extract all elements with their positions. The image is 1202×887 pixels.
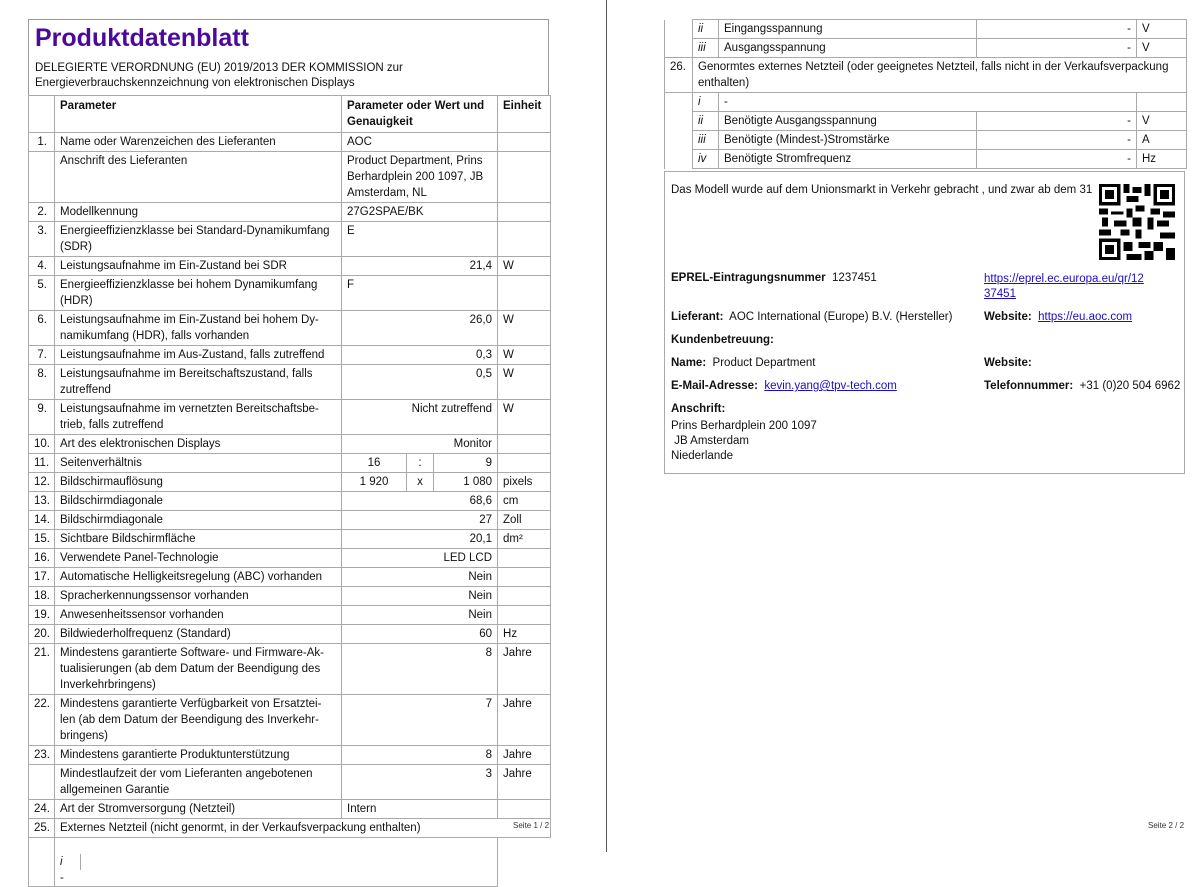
table-row [29, 133, 551, 152]
table-header-row [29, 96, 551, 133]
row-unit [498, 276, 551, 311]
row-number: 18. [29, 587, 55, 606]
row-number: 25. [29, 819, 55, 838]
row-unit: Jahre [498, 746, 551, 765]
row-unit: W [498, 400, 551, 435]
name-label: Name: [671, 357, 707, 369]
row-value: 0,5 [342, 365, 498, 400]
row-parameter: Spracherkennungssensor vorhanden [55, 587, 342, 606]
table-row [29, 365, 551, 400]
row-unit [498, 222, 551, 257]
sub-roman: iii [693, 39, 719, 58]
row-value: Nein [342, 568, 498, 587]
row-parameter: Leistungsaufnahme im Aus-Zustand, falls zutreffend [55, 346, 342, 365]
table-row [29, 587, 551, 606]
row-number: 1. [29, 133, 55, 152]
regulation-subtitle: DELEGIERTE VERORDNUNG (EU) 2019/2013 DER KOMMISSION zur Energieverbrauchskennzeichnung von elektronischen Displays [35, 62, 403, 89]
row-value: E [342, 222, 498, 257]
row-number: 15. [29, 530, 55, 549]
support-name: Product Department [712, 357, 816, 369]
row-unit [498, 454, 551, 473]
table-row [29, 606, 551, 625]
sub-label: Benötigte (Mindest-)Stromstärke [719, 131, 977, 150]
row-value: LED LCD [342, 549, 498, 568]
row-unit [498, 587, 551, 606]
sub-label: Ausgangsspannung [719, 39, 977, 58]
table-row [665, 39, 1187, 58]
sub-value: - [60, 872, 64, 884]
sub-unit: V [1137, 112, 1187, 131]
row-unit: dm² [498, 530, 551, 549]
sub-roman: ii [693, 20, 719, 39]
row-parameter: Name oder Warenzeichen des Lieferanten [55, 133, 342, 152]
row-number: 20. [29, 625, 55, 644]
row-parameter: Bildschirmdiagonale [55, 492, 342, 511]
row-number: 12. [29, 473, 55, 492]
row-value: 27 [342, 511, 498, 530]
website-link[interactable]: https://eu.aoc.com [1038, 311, 1133, 323]
row-parameter: Bildwiederholfrequenz (Standard) [55, 625, 342, 644]
row-number: 23. [29, 746, 55, 765]
row-unit [498, 152, 551, 203]
table-row [29, 511, 551, 530]
supplier-name: AOC International (Europe) B.V. (Hersteller) [729, 311, 953, 323]
table-row [29, 222, 551, 257]
page-footer-1: Seite 1 / 2 [513, 821, 550, 830]
table-row [665, 20, 1187, 39]
row-value: Nein [342, 587, 498, 606]
row-number: 8. [29, 365, 55, 400]
sub-value: - [977, 150, 1137, 169]
row-value: Intern [342, 800, 498, 819]
table-row [29, 346, 551, 365]
address-text: Prins Berhardplein 200 1097 JB Amsterdam Niederlande [671, 420, 817, 462]
row-value: 8 [342, 746, 498, 765]
page-1 [28, 19, 549, 887]
table-row [29, 276, 551, 311]
row-parameter: Automatische Helligkeitsregelung (ABC) vorhanden [55, 568, 342, 587]
product-data-table [28, 95, 551, 887]
row-parameter: Leistungsaufnahme im Ein-Zustand bei SDR [55, 257, 342, 276]
email-link[interactable]: kevin.yang@tpv-tech.com [764, 380, 897, 392]
table-row [29, 625, 551, 644]
page-divider [606, 0, 607, 852]
row-parameter: Mindestens garantierte Produktunterstützung [55, 746, 342, 765]
eprel-label: EPREL-Eintragungsnummer [671, 272, 826, 284]
row-number: 16. [29, 549, 55, 568]
header-num [29, 96, 55, 133]
sub-value: - [977, 39, 1137, 58]
row-parameter: Anwesenheitssensor vorhanden [55, 606, 342, 625]
row-unit [498, 133, 551, 152]
sub-unit: Hz [1137, 150, 1187, 169]
table-row [29, 765, 551, 800]
row-number: 7. [29, 346, 55, 365]
row-parameter: Leistungsaufnahme im Bereitschaftszustand, falls zutreffend [55, 365, 342, 400]
row-parameter: Energieeffizienzklasse bei hohem Dynamikumfang (HDR) [55, 276, 342, 311]
row-number: 3. [29, 222, 55, 257]
header-parameter: Parameter [55, 96, 342, 133]
row-parameter: Art der Stromversorgung (Netzteil) [55, 800, 342, 819]
row-unit: W [498, 257, 551, 276]
sub-roman: ii [693, 112, 719, 131]
row-number: 13. [29, 492, 55, 511]
row-parameter: Mindestlaufzeit der vom Lieferanten angebotenen allgemeinen Garantie [55, 765, 342, 800]
table-row [665, 150, 1187, 169]
row-parameter: Sichtbare Bildschirmfläche [55, 530, 342, 549]
row-parameter: Seitenverhältnis [55, 454, 342, 473]
empty-cell [498, 838, 551, 887]
table-row [29, 257, 551, 276]
row-unit: W [498, 346, 551, 365]
sub-value: - [977, 131, 1137, 150]
row-number: 22. [29, 695, 55, 746]
row-parameter: Bildschirmauflösung [55, 473, 342, 492]
table-row [29, 311, 551, 346]
row-parameter: Mindestens garantierte Software- und Firmware-Ak- tualisierungen (ab dem Datum der Beendigung des Inverkehrbringens) [55, 644, 342, 695]
row-unit: pixels [498, 473, 551, 492]
row-number: 11. [29, 454, 55, 473]
row-parameter: Anschrift des Lieferanten [55, 152, 342, 203]
phone-number: +31 (0)20 504 6962 [1079, 380, 1181, 392]
row-value: 8 [342, 644, 498, 695]
table-row-25-i [29, 838, 551, 887]
row-number: 14. [29, 511, 55, 530]
row-parameter: Bildschirmdiagonale [55, 511, 342, 530]
row-value: Monitor [342, 435, 498, 454]
support-website-label: Website: [984, 357, 1032, 369]
row-unit: cm [498, 492, 551, 511]
sub-label: Benötigte Ausgangsspannung [719, 112, 977, 131]
row-number: 19. [29, 606, 55, 625]
row-number: 9. [29, 400, 55, 435]
row-parameter: Externes Netzteil (nicht genormt, in der Verkaufsverpackung enthalten) [55, 819, 551, 838]
sub-unit: V [1137, 20, 1187, 39]
power-supply-table [664, 19, 1187, 169]
table-row [29, 800, 551, 819]
row-parameter: Verwendete Panel-Technologie [55, 549, 342, 568]
page-footer-2: Seite 2 / 2 [1148, 821, 1185, 830]
empty-cell [665, 93, 693, 112]
row-value-part: 9 [434, 454, 498, 473]
title-block [28, 19, 549, 95]
row-number: 21. [29, 644, 55, 695]
table-row [29, 400, 551, 435]
row-number: 26. [665, 58, 693, 93]
empty-cell [665, 150, 693, 169]
row-unit [498, 549, 551, 568]
row-unit: Jahre [498, 695, 551, 746]
support-label: Kundenbetreuung: [671, 334, 774, 346]
row-value-part: 1 080 [434, 473, 498, 492]
table-row [665, 131, 1187, 150]
row-unit [498, 568, 551, 587]
row-parameter: Leistungsaufnahme im vernetzten Bereitschaftsbe- trieb, falls zutreffend [55, 400, 342, 435]
row-value: 21,4 [342, 257, 498, 276]
row-unit: Jahre [498, 644, 551, 695]
row-number [29, 765, 55, 800]
row-value: Product Department, Prins Berhardplein 200 1097, JB Amsterdam, NL [342, 152, 498, 203]
row-value-part: 16 [342, 454, 407, 473]
row-value: 27G2SPAE/BK [342, 203, 498, 222]
row-number: 4. [29, 257, 55, 276]
table-row [29, 644, 551, 695]
table-row-26 [665, 58, 1187, 93]
sub-roman: i [693, 93, 719, 112]
sub-value: - [977, 112, 1137, 131]
sub-roman: iii [693, 131, 719, 150]
sub-roman: i [55, 854, 81, 870]
supplier-label: Lieferant: [671, 311, 724, 323]
page-2 [664, 19, 1185, 169]
table-row-25 [29, 819, 551, 838]
sub-label: - [719, 93, 1137, 112]
row-value: 60 [342, 625, 498, 644]
row-parameter: Modellkennung [55, 203, 342, 222]
row-value: F [342, 276, 498, 311]
table-row [29, 473, 551, 492]
sub-roman: iv [693, 150, 719, 169]
table-row [29, 152, 551, 203]
row-unit [498, 606, 551, 625]
phone-label: Telefonnummer: [984, 380, 1074, 392]
sub-unit [1137, 93, 1187, 112]
table-row [665, 93, 1187, 112]
row-value: 20,1 [342, 530, 498, 549]
row-value-separator: : [407, 454, 434, 473]
row-value: 3 [342, 765, 498, 800]
row-unit [498, 435, 551, 454]
qr-code-icon [1099, 184, 1175, 260]
row-value: AOC [342, 133, 498, 152]
empty-cell [665, 20, 693, 39]
table-row [29, 454, 551, 473]
row-unit: Hz [498, 625, 551, 644]
row-number: 2. [29, 203, 55, 222]
table-row [29, 549, 551, 568]
row-value: 68,6 [342, 492, 498, 511]
empty-cell [665, 39, 693, 58]
empty-cell [665, 112, 693, 131]
row-value-separator: x [407, 473, 434, 492]
row-value: 7 [342, 695, 498, 746]
eprel-link[interactable]: https://eprel.ec.europa.eu/qr/12 37451 [984, 273, 1144, 300]
table-row [29, 203, 551, 222]
row-parameter: Leistungsaufnahme im Ein-Zustand bei hohem Dy- namikumfang (HDR), falls vorhanden [55, 311, 342, 346]
row-value: Nein [342, 606, 498, 625]
header-value: Parameter oder Wert und Genauigkeit [342, 96, 498, 133]
row-unit [498, 203, 551, 222]
eprel-number: 1237451 [832, 272, 877, 284]
row-parameter: Mindestens garantierte Verfügbarkeit von Ersatztei- len (ab dem Datum der Beendigung des Inverkehr- bringens) [55, 695, 342, 746]
row-parameter: Energieeffizienzklasse bei Standard-Dynamikumfang (SDR) [55, 222, 342, 257]
empty-cell [665, 131, 693, 150]
table-row [29, 435, 551, 454]
table-row [665, 112, 1187, 131]
row-unit [498, 800, 551, 819]
row-value-part: 1 920 [342, 473, 407, 492]
supplier-info-box [664, 171, 1185, 474]
sub-label: Eingangsspannung [719, 20, 977, 39]
row-unit: W [498, 365, 551, 400]
sub-value: - [977, 20, 1137, 39]
market-date-text: Das Modell wurde auf dem Unionsmarkt in Verkehr gebracht , und zwar ab dem 31 [671, 184, 1093, 196]
empty-cell [29, 838, 55, 887]
table-row [29, 695, 551, 746]
table-row [29, 492, 551, 511]
email-label: E-Mail-Adresse: [671, 380, 758, 392]
header-unit: Einheit [498, 96, 551, 133]
address-label: Anschrift: [671, 403, 726, 415]
sub-label: Benötigte Stromfrequenz [719, 150, 977, 169]
sub-unit: V [1137, 39, 1187, 58]
row-value: Nicht zutreffend [342, 400, 498, 435]
table-row [29, 746, 551, 765]
row-unit: Jahre [498, 765, 551, 800]
row-number: 6. [29, 311, 55, 346]
row-parameter: Genormtes externes Netzteil (oder geeignetes Netzteil, falls nicht in der Verkaufsverpackung enthalten) [693, 58, 1187, 93]
row-value: 26,0 [342, 311, 498, 346]
row-unit: W [498, 311, 551, 346]
row-value: 0,3 [342, 346, 498, 365]
row-unit: Zoll [498, 511, 551, 530]
website-label: Website: [984, 311, 1032, 323]
sub-unit: A [1137, 131, 1187, 150]
row-number: 17. [29, 568, 55, 587]
table-row [29, 568, 551, 587]
page-title: Produktdatenblatt [35, 24, 249, 52]
row-number: 24. [29, 800, 55, 819]
table-row [29, 530, 551, 549]
row-number [29, 152, 55, 203]
row-number: 5. [29, 276, 55, 311]
row-number: 10. [29, 435, 55, 454]
row-parameter: Art des elektronischen Displays [55, 435, 342, 454]
